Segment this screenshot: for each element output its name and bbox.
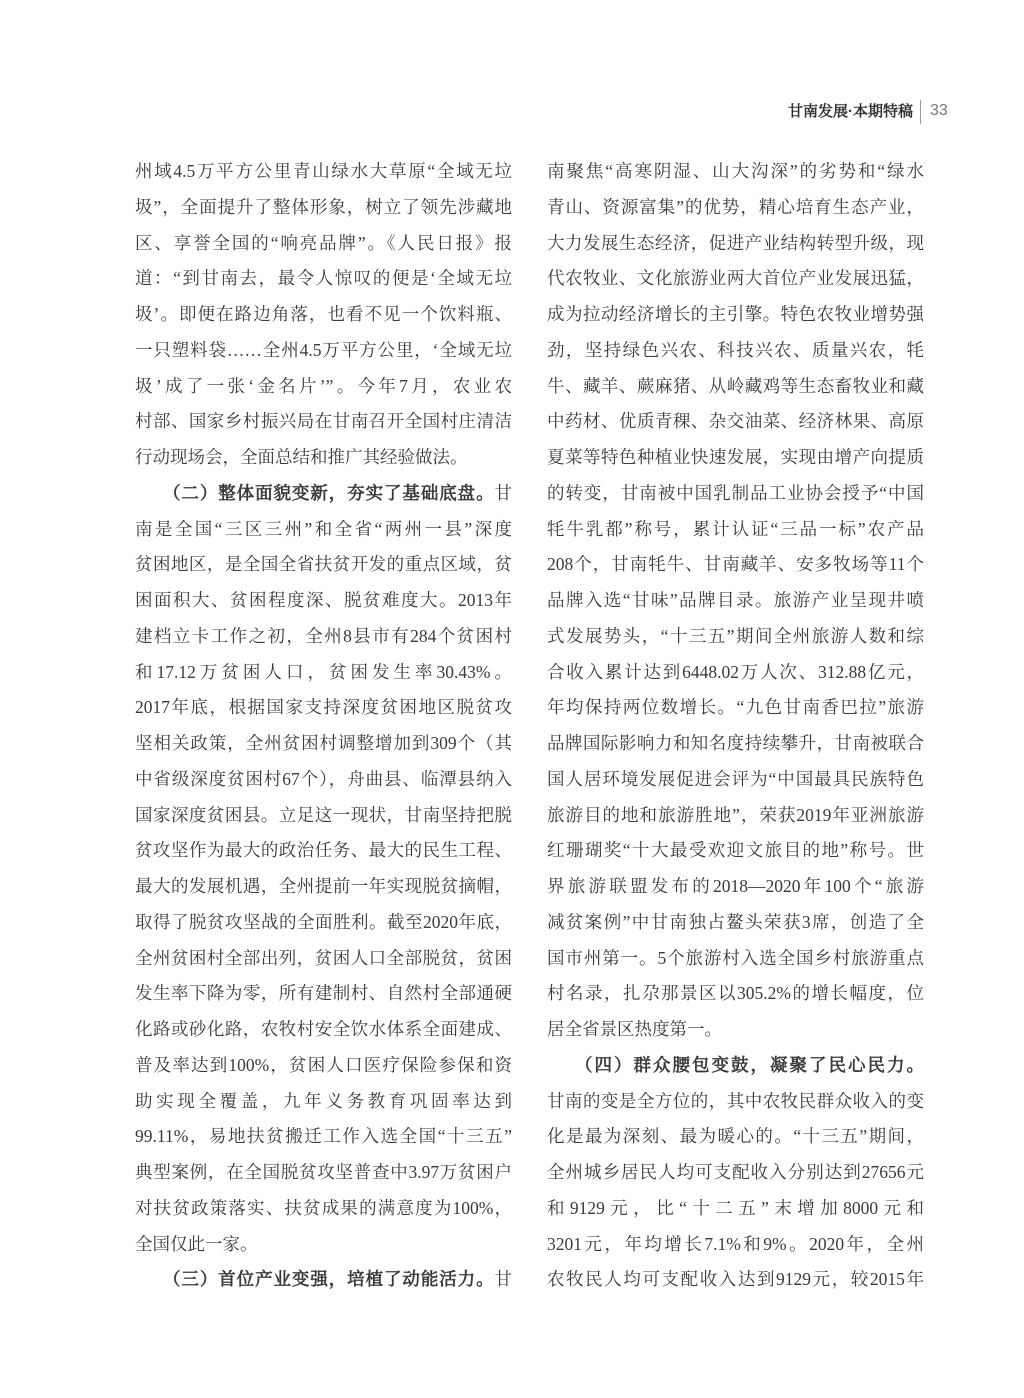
paragraph (547, 1048, 924, 1298)
text-line: 中药材、优质青稞、杂交油菜、经济林果、高原 (547, 411, 924, 432)
text-line: 村名录，扎尕那景区以305.2%的增长幅度，位 (547, 983, 924, 1004)
text-line: 99.11%，易地扶贫搬迁工作入选全国“十三五” (135, 1126, 512, 1147)
text-line: 3201元，年均增长7.1%和9%。2020年，全州 (547, 1233, 924, 1254)
paragraph (135, 1262, 512, 1298)
text-line: 典型案例，在全国脱贫攻坚普查中3.97万贫困户 (135, 1162, 512, 1182)
text-line: 牦牛乳都”称号，累计认证“三品一标”农产品 (547, 518, 924, 539)
text-line: 界旅游联盟发布的2018—2020年100个“旅游 (547, 876, 924, 896)
left-column (135, 154, 512, 1298)
text-line: 国人居环境发展促进会评为“中国最具民族特色 (547, 768, 924, 789)
text-line: 和9129元，比“十二五”末增加8000元和 (547, 1197, 924, 1218)
paragraph (547, 154, 924, 1048)
text-line: 圾’。即便在路边角落，也看不见一个饮料瓶、 (135, 304, 512, 324)
text-line: 减贫案例”中甘南独占鳌头荣获3席，创造了全 (547, 911, 924, 932)
text-line: 旅游目的地和旅游胜地”，荣获2019年亚洲旅游 (547, 804, 924, 825)
text-line: 品牌入选“甘味”品牌目录。旅游产业呈现井喷 (547, 590, 924, 610)
section-heading: （三）首位产业变强，培植了动能活力。 (163, 1269, 495, 1290)
text-line: 品牌国际影响力和知名度持续攀升，甘南被联合 (547, 733, 924, 753)
text-line: 一只塑料袋……全州4.5万平方公里，‘全域无垃 (135, 339, 512, 360)
text-run: 甘 (494, 1269, 512, 1290)
text-line: 困面积大、贫困程度深、脱贫难度大。2013年 (135, 590, 512, 610)
paragraph (135, 476, 512, 1263)
text-line: 普及率达到100%，贫困人口医疗保险参保和资 (135, 1054, 512, 1075)
section-heading: （四）群众腰包变鼓，凝聚了民心民力。 (575, 1054, 924, 1075)
text-line: 取得了脱贫攻坚战的全面胜利。截至2020年底， (135, 911, 512, 932)
text-line: 化路或砂化路，农牧村安全饮水体系全面建成、 (135, 1019, 512, 1039)
text-line: 最大的发展机遇，全州提前一年实现脱贫摘帽， (135, 876, 512, 896)
text-line: 夏菜等特色种植业快速发展，实现由增产向提质 (547, 447, 924, 467)
text-line: 村部、国家乡村振兴局在甘南召开全国村庄清洁 (135, 411, 512, 432)
text-line: 发生率下降为零，所有建制村、自然村全部通硬 (135, 983, 512, 1004)
text-line: 南是全国“三区三州”和全省“两州一县”深度 (135, 518, 512, 539)
text-line: 南聚焦“高寒阴湿、山大沟深”的劣势和“绿水 (547, 161, 924, 181)
text-line: 行动现场会，全面总结和推广其经验做法。 (135, 447, 468, 467)
text-line (135, 1262, 512, 1298)
text-line: 全国仅此一家。 (135, 1233, 258, 1254)
text-line: 农牧民人均可支配收入达到9129元，较2015年 (547, 1269, 924, 1290)
text-line: 大力发展生态经济，促进产业结构转型升级，现 (547, 232, 924, 253)
text-line: 中省级深度贫困村67个），舟曲县、临潭县纳入 (135, 768, 512, 789)
text-line: 道：“到甘南去，最令人惊叹的便是‘全域无垃 (135, 268, 512, 289)
section-title: 甘南发展·本期特稿 (788, 103, 913, 120)
text-line: 甘南的变是全方位的，其中农牧民群众收入的变 (547, 1090, 924, 1111)
text-run: 甘 (494, 482, 512, 503)
text-line: 对扶贫政策落实、扶贫成果的满意度为100%， (135, 1197, 512, 1218)
header-divider (920, 100, 921, 124)
text-line: 的转变，甘南被中国乳制品工业协会授予“中国 (547, 482, 924, 503)
text-line: 青山、资源富集”的优势，精心培育生态产业， (547, 196, 924, 217)
text-line: 全州城乡居民人均可支配收入分别达到27656元 (547, 1162, 924, 1182)
text-line: 2017年底，根据国家支持深度贫困地区脱贫攻 (135, 697, 512, 718)
text-line: 圾”，全面提升了整体形象，树立了领先涉藏地 (135, 196, 512, 217)
text-line (135, 476, 512, 512)
text-line: 红珊瑚奖“十大最受欢迎文旅目的地”称号。世 (547, 840, 924, 861)
text-line: 合收入累计达到6448.02万人次、312.88亿元， (547, 661, 924, 682)
paragraph (135, 154, 512, 476)
text-line: 圾’成了一张‘金名片’”。今年7月，农业农 (135, 375, 512, 396)
text-line: 年均保持两位数增长。“九色甘南香巴拉”旅游 (547, 697, 924, 718)
text-line: 208个，甘南牦牛、甘南藏羊、安多牧场等11个 (547, 554, 924, 575)
text-line: 成为拉动经济增长的主引擎。特色农牧业增势强 (547, 304, 924, 324)
text-line: 居全省景区热度第一。 (547, 1019, 722, 1039)
text-line: 区、享誉全国的“响亮品牌”。《人民日报》报 (135, 232, 512, 253)
right-column (547, 154, 924, 1298)
page-number: 33 (930, 102, 948, 119)
running-header (0, 100, 1024, 124)
text-line: 助实现全覆盖，九年义务教育巩固率达到 (135, 1090, 512, 1111)
text-line: 国家深度贫困县。立足这一现状，甘南坚持把脱 (135, 804, 512, 825)
text-line: 建档立卡工作之初，全州8县市有284个贫困村 (135, 625, 512, 646)
section-heading: （二）整体面貌变新，夯实了基础底盘。 (163, 482, 495, 503)
text-line: 坚相关政策，全州贫困村调整增加到309个（其 (135, 733, 512, 753)
text-line: 贫攻坚作为最大的政治任务、最大的民生工程、 (135, 840, 512, 861)
text-line: 劲，坚持绿色兴农、科技兴农、质量兴农，牦 (547, 339, 924, 360)
text-line: 全州贫困村全部出列，贫困人口全部脱贫，贫困 (135, 947, 512, 968)
text-line: 州域4.5万平方公里青山绿水大草原“全域无垃 (135, 161, 512, 181)
text-line: 化是最为深刻、最为暖心的。“十三五”期间， (547, 1126, 924, 1147)
text-line: 国市州第一。5个旅游村入选全国乡村旅游重点 (547, 947, 924, 968)
text-line: 式发展势头，“十三五”期间全州旅游人数和综 (547, 625, 924, 646)
text-line: 和17.12万贫困人口，贫困发生率30.43%。 (135, 661, 512, 682)
text-line: 代农牧业、文化旅游业两大首位产业发展迅猛， (547, 268, 924, 289)
text-line: 贫困地区，是全国全省扶贫开发的重点区域，贫 (135, 554, 512, 575)
text-line (547, 1048, 924, 1084)
text-line: 牛、藏羊、蕨麻猪、从岭藏鸡等生态畜牧业和藏 (547, 375, 924, 396)
